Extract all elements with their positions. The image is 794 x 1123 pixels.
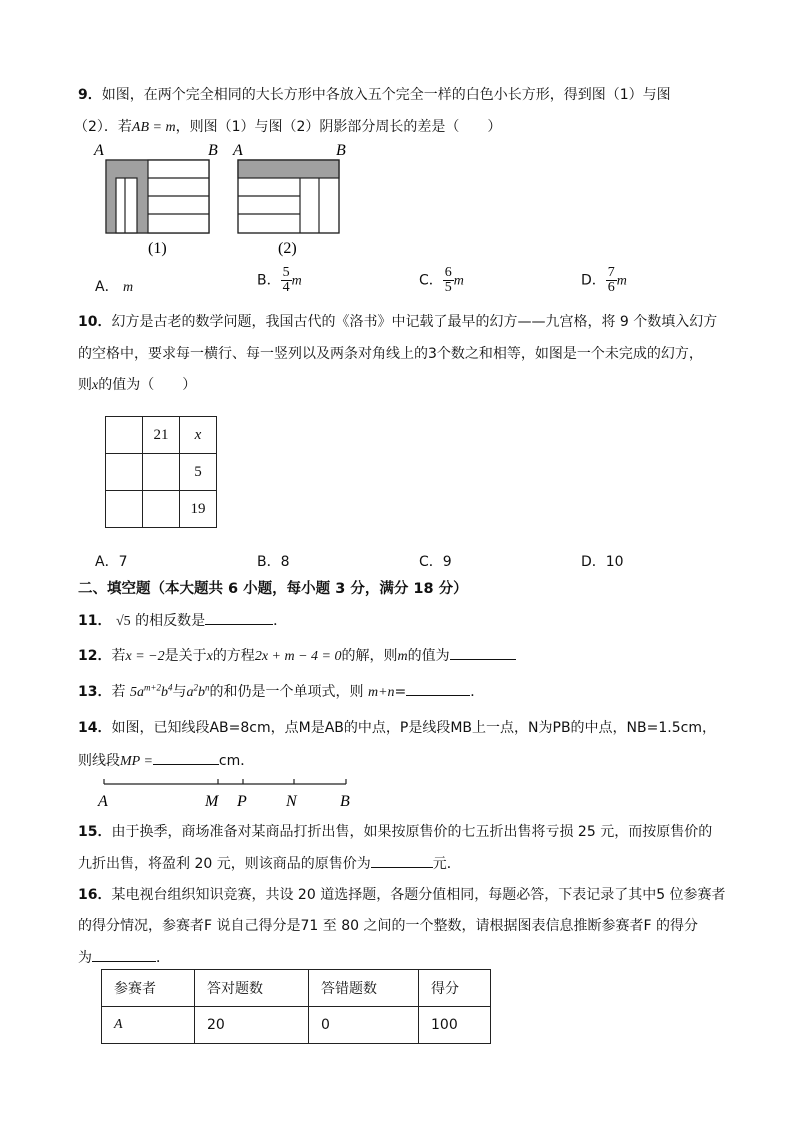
figure-2 — [238, 160, 339, 233]
score-table — [101, 969, 491, 1044]
q16-line1: 16．某电视台组织知识竞赛，共设 20 道选择题，各题分值相同，每题必答，下表记录了其中5 位参赛者 — [78, 887, 726, 903]
fig2-caption: (2) — [278, 240, 297, 257]
fig1-label-a: A — [94, 142, 104, 159]
answer-blank[interactable] — [406, 681, 470, 696]
magic-cell: 21 — [143, 417, 180, 454]
table-header: 答错题数 — [309, 970, 419, 1007]
fig2-label-a: A — [233, 142, 243, 159]
figure-1 — [106, 160, 209, 233]
magic-cell — [106, 454, 143, 491]
magic-cell — [106, 491, 143, 528]
magic-cell — [143, 491, 180, 528]
segment-figure — [88, 774, 368, 810]
table-header-row — [102, 970, 491, 1007]
q11: 11． √5 的相反数是 ． — [78, 610, 287, 630]
q10-option-d[interactable]: D．10 — [581, 554, 624, 570]
point-a: A — [98, 793, 108, 810]
q13: 13．若 $5a^{m+2}b^4$与$a^2b^n$的和仍是一个单项式，则 m+n= ． — [78, 682, 485, 700]
q10-line2: 的空格中，要求每一横行、每一竖列以及两条对角线上的3个数之和相等，如图是一个未完成的幻方， — [78, 346, 703, 362]
answer-blank[interactable] — [92, 947, 156, 962]
q9-figure — [88, 140, 368, 260]
q9-option-c[interactable]: C． $\frac{6}{5}$ m — [419, 265, 464, 295]
magic-square — [105, 416, 217, 528]
q9-option-a[interactable]: A． m — [95, 279, 134, 295]
table-cell: 100 — [419, 1007, 491, 1044]
magic-cell — [143, 454, 180, 491]
table-header: 参赛者 — [102, 970, 195, 1007]
q16-line2: 的得分情况，参赛者F 说自己得分是71 至 80 之间的一个整数，请根据图表信息推断参赛者F 的得分 — [78, 918, 698, 934]
q16-line3: 为 ． — [78, 947, 170, 967]
q15-line1: 15．由于换季，商场准备对某商品打折出售，如果按原售价的七五折出售将亏损 25 元，而按原售价的 — [78, 824, 713, 840]
magic-cell: 19 — [180, 491, 217, 528]
fig2-label-b: B — [336, 142, 346, 159]
q10-line1: 10．幻方是古老的数学问题，我国古代的《洛书》中记载了最早的幻方——九宫格，将 9 个数填入幻方 — [78, 314, 718, 330]
section-title: 二、填空题（本大题共 6 小题，每小题 3 分，满分 18 分） — [78, 581, 468, 597]
answer-blank[interactable] — [371, 853, 433, 868]
fig1-label-b: B — [208, 142, 218, 159]
q10-number: 10． — [78, 314, 112, 330]
q9-line2: （2）．若AB = m，则图（1）与图（2）阴影部分周长的差是（ ） — [74, 119, 502, 135]
q9-option-b[interactable]: B． $\frac{5}{4}$ m — [257, 265, 302, 295]
magic-cell: 5 — [180, 454, 217, 491]
q9-expr: AB = m — [131, 120, 176, 135]
table-cell: 0 — [309, 1007, 419, 1044]
q10-line3: 则x的值为（ ） — [78, 377, 197, 393]
table-cell: A — [102, 1007, 195, 1044]
table-cell: 20 — [195, 1007, 309, 1044]
fig1-caption: (1) — [148, 240, 167, 257]
magic-cell: x — [180, 417, 217, 454]
point-b: B — [340, 793, 350, 810]
point-p: P — [237, 793, 247, 810]
answer-blank[interactable] — [153, 750, 219, 765]
point-m: M — [205, 793, 219, 810]
q10-option-b[interactable]: B．8 — [257, 554, 290, 570]
point-n: N — [286, 793, 297, 810]
q9-number: 9． — [78, 87, 102, 103]
table-row — [102, 1007, 491, 1044]
q14-line1: 14．如图，已知线段AB=8cm，点M是AB的中点，P是线段MB上一点，N为PB的中点，NB=1.5cm， — [78, 720, 716, 736]
q15-line2: 九折出售，将盈利 20 元，则该商品的原售价为 元． — [78, 853, 461, 873]
magic-cell — [106, 417, 143, 454]
table-header: 得分 — [419, 970, 491, 1007]
q10-option-c[interactable]: C．9 — [419, 554, 452, 570]
answer-blank[interactable] — [450, 645, 516, 660]
q10-option-a[interactable]: A．7 — [95, 554, 128, 570]
table-header: 答对题数 — [195, 970, 309, 1007]
q12: 12．若x = −2是关于x的方程2x + m − 4 = 0的解，则m的值为 — [78, 645, 516, 665]
answer-blank[interactable] — [205, 610, 273, 625]
q14-line2: 则线段MP = cm． — [78, 750, 254, 770]
q9-option-d[interactable]: D． $\frac{7}{6}$ m — [581, 265, 627, 295]
sqrt-expr: √5 — [115, 614, 131, 629]
q9-line1: 9．如图，在两个完全相同的大长方形中各放入五个完全一样的白色小长方形，得到图（1）与图 — [78, 87, 671, 103]
